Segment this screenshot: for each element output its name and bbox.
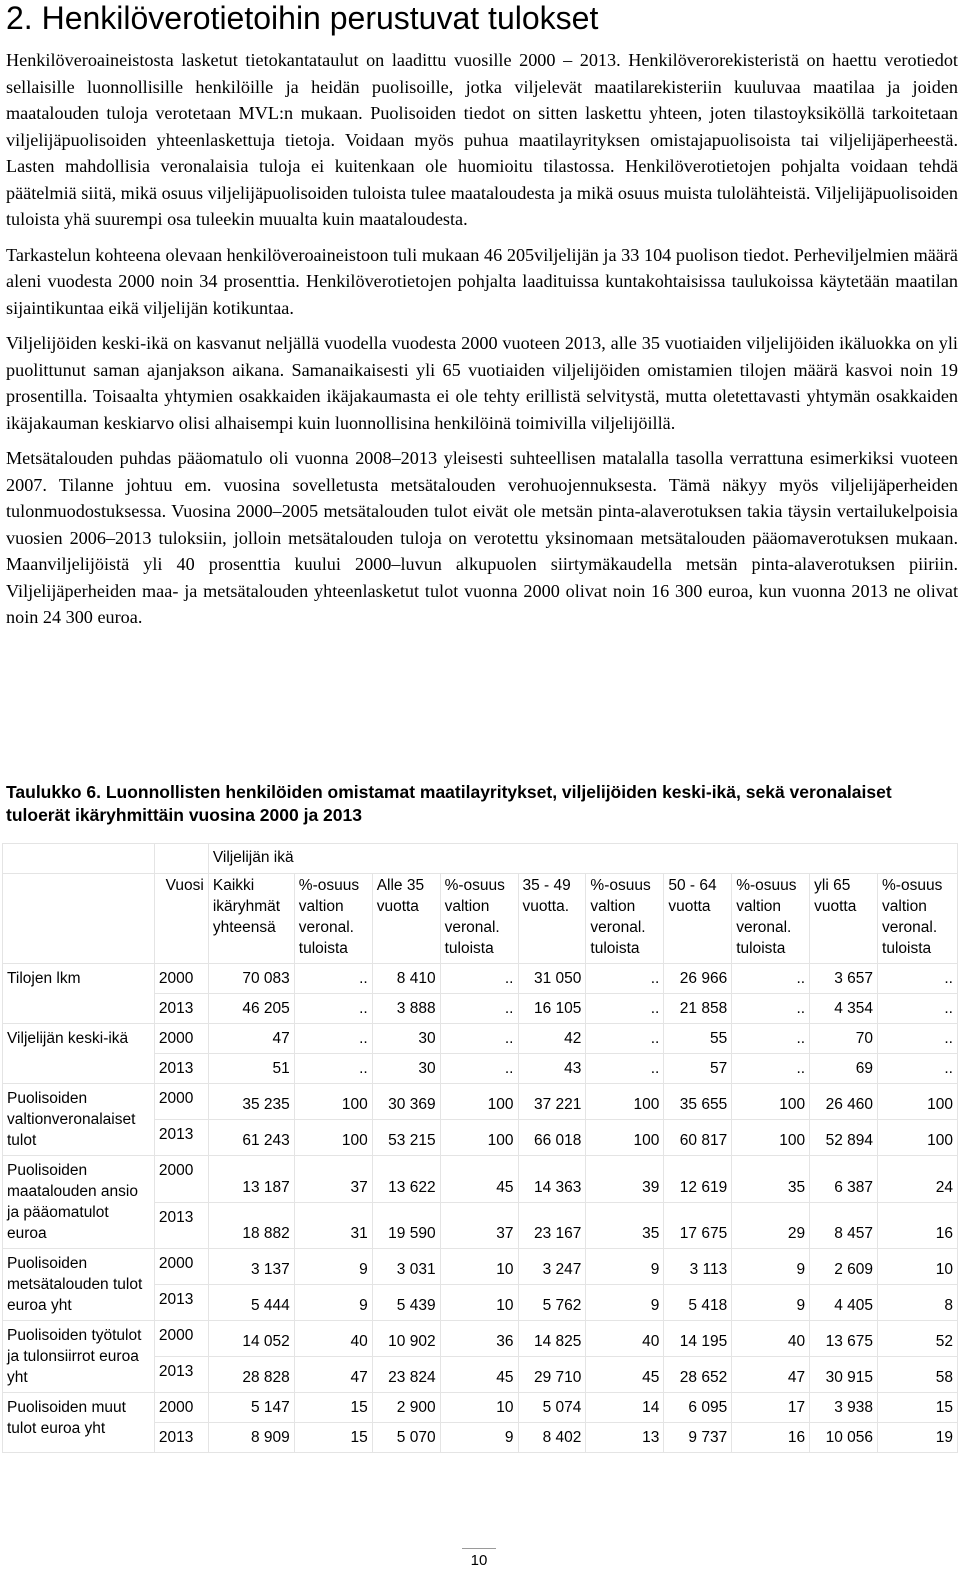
table-cell: 47 [294,1357,372,1393]
table-cell: 8 457 [810,1202,878,1249]
year-cell: 2000 [154,964,208,994]
table-cell: 100 [878,1084,958,1120]
table-cell: 53 215 [372,1120,440,1156]
row-group-label: Puolisoiden maatalouden ansio ja pääomatulot euroa [3,1156,155,1249]
table-cell: 40 [294,1321,372,1357]
table-cell: 3 247 [518,1249,586,1285]
table-cell: 9 [586,1249,664,1285]
table-cell: 10 [440,1393,518,1423]
table-cell: 19 [878,1423,958,1453]
table-cell: 37 [294,1156,372,1203]
table-cell: 29 [732,1202,810,1249]
table-cell: 52 894 [810,1120,878,1156]
table-cell: 8 410 [372,964,440,994]
table-cell: .. [294,1024,372,1054]
table-cell: 60 817 [664,1120,732,1156]
table-row [3,964,958,994]
table-cell: 40 [732,1321,810,1357]
table-cell: 5 444 [208,1285,294,1321]
table-cell: 23 167 [518,1202,586,1249]
table-cell: 31 [294,1202,372,1249]
year-cell: 2013 [154,1120,208,1156]
table-cell: 21 858 [664,994,732,1024]
table-cell: 9 [440,1423,518,1453]
table-header-cell [3,874,155,964]
table-cell: 16 [878,1202,958,1249]
table-cell: 9 [732,1249,810,1285]
table-cell: 8 [878,1285,958,1321]
table-cell: 5 418 [664,1285,732,1321]
table-cell: 45 [440,1357,518,1393]
column-header: yli 65 vuotta [810,874,878,964]
table-row [3,1321,958,1357]
row-group-label: Puolisoiden työtulot ja tulonsiirrot euroa yht [3,1321,155,1393]
table-cell: 13 [586,1423,664,1453]
table-cell: 15 [878,1393,958,1423]
table-cell: 4 354 [810,994,878,1024]
table-cell: 14 363 [518,1156,586,1203]
year-cell: 2000 [154,1024,208,1054]
table-cell: 10 [440,1285,518,1321]
table-cell: 13 187 [208,1156,294,1203]
table-cell: 40 [586,1321,664,1357]
body-text [6,47,958,640]
table-row [3,1393,958,1423]
table-cell: .. [586,1024,664,1054]
row-group-label: Tilojen lkm [3,964,155,1024]
table-cell: 28 652 [664,1357,732,1393]
column-header: 50 - 64 vuotta [664,874,732,964]
column-header: %-osuus valtion veronal. tuloista [732,874,810,964]
column-header: 35 - 49 vuotta. [518,874,586,964]
table-cell: 43 [518,1054,586,1084]
table-cell: 100 [732,1120,810,1156]
page-number [0,1548,960,1570]
table-row [3,1156,958,1203]
paragraph: Henkilöveroaineistosta lasketut tietokantataulut on laadittu vuosille 2000 – 2013. Henkilöverorekisteristä on haettu verotiedot sellaisille luonnollisille henkilöille ja heidän puolisoille, jotka viljelevät maatilarekisteriin kuuluvaa maatilaa ja joiden maatalouden tuloja verotetaan MVL:n mukaan. Puolisoiden tiedot on sitten laskettu yhteen, joten tilastoyksiköllä tarkoitetaan viljelijäpuolisoiden yhteenlaskettuja tietoja. Voidaan myös puhua maatilayrityksen omistajapuolisoista tai viljelijäperheestä. Lasten mahdollisia veronalaisia tuloja ei kuitenkaan ole huomioitu tilastossa. Henkilöverotietojen pohjalta voidaan tehdä päätelmiä siitä, mikä osuus viljelijäpuolisoiden tuloista tulee maataloudesta ja mikä osuus muista tulolähteistä. Viljelijäpuolisoiden tuloista yhä suurempi osa tuleekin muualta kuin maataloudesta. [6,50,958,229]
table-cell: 26 966 [664,964,732,994]
table-cell: 37 [440,1202,518,1249]
column-header: %-osuus valtion veronal. tuloista [294,874,372,964]
table-row [3,1024,958,1054]
column-header: %-osuus valtion veronal. tuloista [878,874,958,964]
table-cell: 69 [810,1054,878,1084]
table-cell: 12 619 [664,1156,732,1203]
page-number-label: 10 [462,1548,496,1570]
year-cell: 2013 [154,1054,208,1084]
table-cell: 47 [732,1357,810,1393]
table-cell: .. [440,964,518,994]
table-cell: .. [732,1054,810,1084]
table-cell: 57 [664,1054,732,1084]
table-cell: 100 [440,1084,518,1120]
year-cell: 2013 [154,1202,208,1249]
table-cell: 35 [586,1202,664,1249]
table-cell: 3 137 [208,1249,294,1285]
row-group-label: Puolisoiden muut tulot euroa yht [3,1393,155,1453]
table-cell: 100 [294,1120,372,1156]
table-cell: 8 909 [208,1423,294,1453]
table-cell: 66 018 [518,1120,586,1156]
table-cell: .. [586,994,664,1024]
table-cell: 100 [586,1120,664,1156]
table-cell: 5 070 [372,1423,440,1453]
column-header: %-osuus valtion veronal. tuloista [586,874,664,964]
table-cell: 58 [878,1357,958,1393]
year-cell: 2000 [154,1249,208,1285]
table-cell: 8 402 [518,1423,586,1453]
table-cell: 16 [732,1423,810,1453]
table-cell: 100 [440,1120,518,1156]
table-row [3,1249,958,1285]
table-cell: 13 675 [810,1321,878,1357]
table-cell: 30 369 [372,1084,440,1120]
table-cell: 45 [586,1357,664,1393]
table-cell: 10 [878,1249,958,1285]
row-group-label: Viljelijän keski-ikä [3,1024,155,1084]
year-cell: 2000 [154,1321,208,1357]
table-cell: 30 [372,1024,440,1054]
table-cell: 70 083 [208,964,294,994]
table-cell: .. [294,1054,372,1084]
table-cell: 3 113 [664,1249,732,1285]
year-column-header: Vuosi [154,874,208,964]
year-cell: 2000 [154,1084,208,1120]
table-cell: 29 710 [518,1357,586,1393]
table-cell: 2 609 [810,1249,878,1285]
table-cell: 3 657 [810,964,878,994]
table-cell: 100 [732,1084,810,1120]
year-cell: 2013 [154,1357,208,1393]
table-cell: .. [732,964,810,994]
table-cell: 30 915 [810,1357,878,1393]
year-cell: 2013 [154,1423,208,1453]
table-cell: 52 [878,1321,958,1357]
column-header: Alle 35 vuotta [372,874,440,964]
table-cell: .. [294,994,372,1024]
table-header-cell [154,844,208,874]
table-cell: 5 439 [372,1285,440,1321]
table-cell: .. [586,1054,664,1084]
table-cell: 5 074 [518,1393,586,1423]
table-cell: 28 828 [208,1357,294,1393]
table-cell: 36 [440,1321,518,1357]
row-group-label: Puolisoiden valtionveronalaiset tulot [3,1084,155,1156]
table-cell: 3 031 [372,1249,440,1285]
table-cell: 5 762 [518,1285,586,1321]
table-cell: 45 [440,1156,518,1203]
table-cell: 9 [586,1285,664,1321]
table-cell: 14 825 [518,1321,586,1357]
table-cell: .. [878,1024,958,1054]
table-cell: 19 590 [372,1202,440,1249]
paragraph: Viljelijöiden keski-ikä on kasvanut neljällä vuodella vuodesta 2000 vuoteen 2013, alle 35 vuotiaiden viljelijöiden ikäluokka on yli puolittunut saman ajanjakson aikana. Samanaikaisesti yli 65 vuotiaiden viljelijöiden omistamien tilojen määrä kasvoi noin 19 prosentilla. Toisaalta yhtymien osakkaiden ikäjakaumasta ei ole tehty erillistä selvitystä, mutta oletettavasti yhtymän osakkaiden ikäjakauman keskiarvo olisi alhaisempi kuin luonnollisina henkilöinä toimivilla viljelijöillä. [6,333,958,433]
table-cell: 100 [878,1120,958,1156]
table-cell: 31 050 [518,964,586,994]
table-cell: 6 387 [810,1156,878,1203]
table-cell: 10 902 [372,1321,440,1357]
table-caption: Taulukko 6. Luonnollisten henkilöiden omistamat maatilayritykset, viljelijöiden keski-ikä, sekä veronalaiset tuloerät ikäryhmittäin vuosina 2000 ja 2013 [6,782,892,825]
table-cell: 42 [518,1024,586,1054]
table-cell: 30 [372,1054,440,1084]
table-cell: .. [878,1054,958,1084]
table-cell: .. [878,994,958,1024]
table-cell: 10 [440,1249,518,1285]
table-cell: 26 460 [810,1084,878,1120]
table-row [3,1084,958,1120]
year-cell: 2000 [154,1393,208,1423]
table-cell: 24 [878,1156,958,1203]
table-header-cell [3,844,155,874]
table-cell: 46 205 [208,994,294,1024]
table-cell: 5 147 [208,1393,294,1423]
table-group-header-row [3,844,958,874]
table-group-header: Viljelijän ikä [208,844,957,874]
table-cell: 35 655 [664,1084,732,1120]
table-cell: .. [878,964,958,994]
table-cell: .. [440,1054,518,1084]
table-cell: 61 243 [208,1120,294,1156]
table-cell: .. [294,964,372,994]
table-cell: 6 095 [664,1393,732,1423]
table-cell: 14 [586,1393,664,1423]
data-table [2,843,958,1453]
table-cell: 3 938 [810,1393,878,1423]
table-cell: 39 [586,1156,664,1203]
year-cell: 2013 [154,1285,208,1321]
paragraph: Tarkastelun kohteena olevaan henkilöveroaineistoon tuli mukaan 46 205viljelijän ja 33 104 puolison tiedot. Perheviljelmien määrä aleni vuodesta 2000 noin 34 prosenttia. Henkilöverotietojen pohjalta laadituissa kuntakohtaisissa taulukoissa käytetään maatilan sijaintikuntaa eikä viljelijän kotikuntaa. [6,244,958,318]
table-cell: 35 235 [208,1084,294,1120]
year-cell: 2000 [154,1156,208,1203]
table-cell: 70 [810,1024,878,1054]
table-cell: .. [586,964,664,994]
paragraph: Metsätalouden puhdas pääomatulo oli vuonna 2008–2013 yleisesti suhteellisen matalalla tasolla verrattuna esimerkiksi vuoteen 2007. Tilanne johtuu em. vuosina sovelletusta metsätalouden verohuojennuksesta. Tämä näkyy myös viljelijäperheiden tulonmuodostuksessa. Vuosina 2000–2005 metsätalouden tulot eivät ole metsän pinta-alaverotuksen takia täysin vertailukelpoisia vuosien 2006–2013 tuloksiin, jolloin metsätalouden tuloja on verotettu yksinomaan metsätalouden pääomaverotuksen mukaan. Maanviljelijöistä yli 40 prosenttia kuului 2000–luvun alkupuolen siirtymäkaudella metsän pinta-alaverotuksen piiriin. Viljelijäperheiden maa- ja metsätalouden yhteenlasketut tulot vuonna 2000 olivat noin 16 300 euroa, kun vuonna 2013 ne olivat noin 24 300 euroa. [6,448,958,627]
table-cell: .. [440,1024,518,1054]
table-cell: 35 [732,1156,810,1203]
table-cell: 4 405 [810,1285,878,1321]
table-cell: 100 [294,1084,372,1120]
table-cell: 9 [732,1285,810,1321]
table-cell: 55 [664,1024,732,1054]
table-cell: 51 [208,1054,294,1084]
table-cell: 14 052 [208,1321,294,1357]
table-cell: 15 [294,1423,372,1453]
table-cell: 3 888 [372,994,440,1024]
table-cell: .. [732,994,810,1024]
table-cell: 47 [208,1024,294,1054]
table-cell: 13 622 [372,1156,440,1203]
column-header: Kaikki ikäryhmät yhteensä [208,874,294,964]
table-cell: 9 [294,1249,372,1285]
table-cell: 17 [732,1393,810,1423]
table-cell: 14 195 [664,1321,732,1357]
table-cell: 18 882 [208,1202,294,1249]
table-cell: 37 221 [518,1084,586,1120]
table-cell: 9 [294,1285,372,1321]
table-cell: 23 824 [372,1357,440,1393]
table-cell: 2 900 [372,1393,440,1423]
row-group-label: Puolisoiden metsätalouden tulot euroa yht [3,1249,155,1321]
table-cell: 100 [586,1084,664,1120]
year-cell: 2013 [154,994,208,1024]
table-cell: 17 675 [664,1202,732,1249]
section-title: 2. Henkilöverotietoihin perustuvat tulokset [6,0,599,36]
table-cell: 15 [294,1393,372,1423]
table-column-header-row [3,874,958,964]
table-cell: 9 737 [664,1423,732,1453]
table-cell: .. [440,994,518,1024]
table-cell: .. [732,1024,810,1054]
table-cell: 16 105 [518,994,586,1024]
column-header: %-osuus valtion veronal. tuloista [440,874,518,964]
table-cell: 10 056 [810,1423,878,1453]
